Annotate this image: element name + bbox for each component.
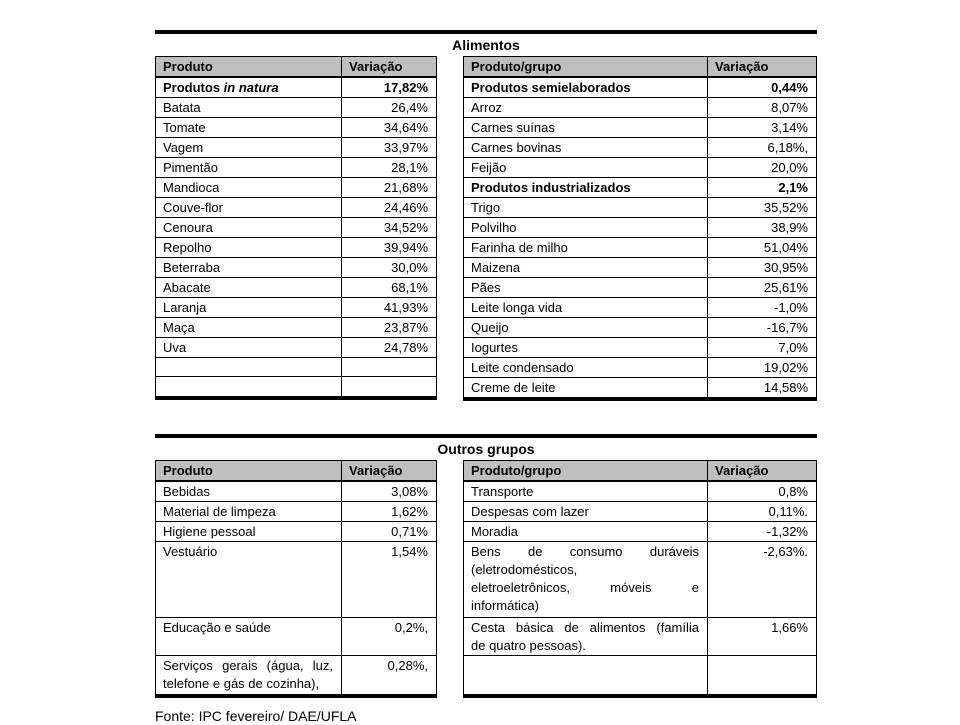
table-row [463, 178, 817, 198]
value-cell: 28,1% [342, 158, 437, 177]
product-cell [155, 542, 342, 617]
value-cell: 25,61% [708, 278, 817, 297]
product-label: Material de limpeza [163, 504, 276, 519]
table-row [463, 502, 817, 522]
header-cell-variation: Variação [342, 461, 437, 480]
header-cell-variation: Variação [342, 57, 437, 76]
product-cell [463, 358, 708, 377]
table-row [463, 238, 817, 258]
product-cell [155, 656, 342, 694]
product-label: Leite condensado [471, 360, 574, 375]
table-row [155, 238, 437, 258]
section-title: Outros grupos [437, 441, 535, 457]
table-row [155, 158, 437, 178]
product-label: Farinha de milho [471, 240, 568, 255]
header-cell-product: Produto/grupo [463, 461, 708, 480]
header-cell-product: Produto [155, 461, 342, 480]
value-cell: 3,14% [708, 118, 817, 137]
product-cell [463, 78, 708, 97]
product-cell [463, 502, 708, 521]
product-cell [463, 218, 708, 237]
product-cell [155, 258, 342, 277]
product-label: Pães [471, 280, 501, 295]
product-label: Creme de leite [471, 380, 556, 395]
value-cell: 14,58% [708, 378, 817, 397]
value-cell: 20,0% [708, 158, 817, 177]
value-cell: 0,44% [708, 78, 817, 97]
table-row [463, 258, 817, 278]
value-cell: 24,78% [342, 338, 437, 357]
product-cell [155, 318, 342, 337]
product-cell [463, 318, 708, 337]
value-cell: 51,04% [708, 238, 817, 257]
table-row [155, 482, 437, 502]
product-cell [155, 482, 342, 501]
table-row [155, 318, 437, 338]
value-cell: 21,68% [342, 178, 437, 197]
value-cell: 24,46% [342, 198, 437, 217]
value-cell: 8,07% [708, 98, 817, 117]
table-row [155, 138, 437, 158]
table-row [463, 358, 817, 378]
header-cell-product: Produto/grupo [463, 57, 708, 76]
product-label: Repolho [163, 240, 212, 255]
product-cell [463, 278, 708, 297]
value-cell: 34,64% [342, 118, 437, 137]
product-label: Arroz [471, 100, 503, 115]
product-label: Tomate [163, 120, 206, 135]
table-row [463, 482, 817, 502]
product-cell [155, 298, 342, 317]
product-cell [463, 298, 708, 317]
product-label: Abacate [163, 280, 211, 295]
product-cell [463, 118, 708, 137]
product-label: Moradia [471, 524, 518, 539]
product-cell [155, 218, 342, 237]
table-row [155, 178, 437, 198]
table-row [155, 118, 437, 138]
table-row [155, 198, 437, 218]
product-label: Queijo [471, 320, 509, 335]
table-row [463, 138, 817, 158]
product-cell [155, 238, 342, 257]
table-products [155, 460, 437, 698]
header-cell-product: Produto [155, 57, 342, 76]
value-cell: 17,82% [342, 78, 437, 97]
value-cell: 0,2%, [342, 618, 437, 655]
table-header-row [155, 56, 437, 78]
table-row [463, 78, 817, 98]
table-row [463, 298, 817, 318]
product-label: Produtos semielaborados [471, 80, 631, 95]
table-row [463, 198, 817, 218]
product-line: (eletrodomésticos, [471, 562, 578, 577]
product-cell [463, 178, 708, 197]
table-header-row [463, 460, 817, 482]
product-cell [155, 138, 342, 157]
table-row [155, 522, 437, 542]
product-label: Feijão [471, 160, 507, 175]
table-row [463, 656, 817, 694]
value-cell: 1,66% [708, 618, 817, 655]
product-cell [155, 522, 342, 541]
table-row [155, 656, 437, 694]
product-cell [463, 98, 708, 117]
product-cell [155, 618, 342, 655]
product-cell [155, 178, 342, 197]
product-label: Beterraba [163, 260, 221, 275]
table-row [155, 502, 437, 522]
table-row [155, 298, 437, 318]
value-cell: 34,52% [342, 218, 437, 237]
table-row [155, 98, 437, 118]
value-cell: 3,08% [342, 482, 437, 501]
value-cell: 1,62% [342, 502, 437, 521]
table-product-groups [463, 460, 817, 698]
product-cell [155, 358, 342, 376]
value-cell: 7,0% [708, 338, 817, 357]
product-label: Produtos industrializados [471, 180, 631, 195]
product-cell [155, 158, 342, 177]
value-cell: 35,52% [708, 198, 817, 217]
product-label: Carnes suínas [471, 120, 555, 135]
table-row [155, 358, 437, 377]
product-cell [463, 378, 708, 397]
product-cell [463, 542, 708, 617]
value-cell: 2,1% [708, 178, 817, 197]
product-label: Despesas com lazer [471, 504, 589, 519]
value-cell: 30,0% [342, 258, 437, 277]
product-cell [463, 238, 708, 257]
product-label: Leite longa vida [471, 300, 563, 315]
product-cell [155, 502, 342, 521]
product-cell [463, 656, 708, 694]
value-cell: -2,63%. [708, 542, 817, 617]
value-cell: 41,93% [342, 298, 437, 317]
product-cell [463, 618, 708, 655]
value-cell: 0,11%. [708, 502, 817, 521]
value-cell [342, 377, 437, 396]
table-row [463, 278, 817, 298]
value-cell: -1,32% [708, 522, 817, 541]
table-row [155, 377, 437, 396]
product-label: Iogurtes [471, 340, 518, 355]
table-row [155, 618, 437, 656]
table-row [463, 378, 817, 397]
table-row [463, 158, 817, 178]
product-label: Maizena [471, 260, 521, 275]
product-cell [155, 377, 342, 396]
product-label: Uva [163, 340, 187, 355]
product-label: Educação e saúde [163, 620, 271, 635]
value-cell: -1,0% [708, 298, 817, 317]
value-cell: 6,18%, [708, 138, 817, 157]
table-row [155, 542, 437, 618]
value-cell: 38,9% [708, 218, 817, 237]
value-cell: 39,94% [342, 238, 437, 257]
product-label: Laranja [163, 300, 207, 315]
product-cell [155, 338, 342, 357]
table-row [463, 218, 817, 238]
product-cell [463, 338, 708, 357]
product-label: Couve-flor [163, 200, 223, 215]
section-outros-grupos [155, 434, 817, 698]
value-cell: 33,97% [342, 138, 437, 157]
product-label: Cenoura [163, 220, 213, 235]
product-label: Transporte [471, 484, 534, 499]
product-label: Polvilho [471, 220, 517, 235]
value-cell: 26,4% [342, 98, 437, 117]
table-row [463, 118, 817, 138]
product-line: eletroeletrônicos, móveis e [471, 580, 699, 595]
source-note: Fonte: IPC fevereiro/ DAE/UFLA [155, 708, 357, 724]
table-products [155, 56, 437, 400]
section-title: Alimentos [452, 37, 520, 53]
table-product-groups [463, 56, 817, 401]
table-row [155, 218, 437, 238]
product-cell [155, 78, 342, 97]
table-row [155, 338, 437, 358]
table-row [463, 522, 817, 542]
value-cell: 1,54% [342, 542, 437, 617]
product-line: Cesta básica de alimentos (família [471, 620, 699, 635]
table-header-row [463, 56, 817, 78]
product-cell [155, 198, 342, 217]
product-cell [463, 258, 708, 277]
product-label: Pimentão [163, 160, 218, 175]
value-cell [342, 358, 437, 376]
product-label: Batata [163, 100, 201, 115]
value-cell: 0,28%, [342, 656, 437, 694]
document-content [155, 30, 817, 725]
table-row [463, 618, 817, 656]
product-cell [155, 278, 342, 297]
section-alimentos [155, 30, 817, 401]
value-cell [708, 656, 817, 694]
value-cell: 68,1% [342, 278, 437, 297]
product-cell [463, 482, 708, 501]
value-cell: 30,95% [708, 258, 817, 277]
table-row [463, 318, 817, 338]
product-label: Vestuário [163, 544, 218, 559]
product-label: Mandioca [163, 180, 220, 195]
table-row [463, 542, 817, 618]
product-line: Bens de consumo duráveis [471, 544, 699, 559]
table-row [155, 278, 437, 298]
sections-container [155, 30, 817, 698]
product-label: Bebidas [163, 484, 210, 499]
product-label: Vagem [163, 140, 204, 155]
value-cell: 0,71% [342, 522, 437, 541]
product-cell [463, 138, 708, 157]
table-row [155, 258, 437, 278]
product-label: Produtos [163, 80, 224, 95]
product-cell [463, 158, 708, 177]
tables-row [155, 460, 817, 698]
tables-row [155, 56, 817, 401]
product-line: de quatro pessoas). [471, 638, 586, 653]
product-cell [155, 118, 342, 137]
table-row [463, 338, 817, 358]
table-row [463, 98, 817, 118]
product-line: telefone e gás de cozinha), [163, 676, 320, 691]
value-cell: 0,8% [708, 482, 817, 501]
product-cell [463, 198, 708, 217]
value-cell: -16,7% [708, 318, 817, 337]
product-label-italic: in natura [223, 80, 279, 95]
product-line: Serviços gerais (água, luz, [163, 658, 333, 673]
product-label: Maça [163, 320, 195, 335]
product-line: informática) [471, 598, 539, 613]
header-cell-variation: Variação [708, 461, 817, 480]
value-cell: 23,87% [342, 318, 437, 337]
product-label: Trigo [471, 200, 501, 215]
table-header-row [155, 460, 437, 482]
product-label: Carnes bovinas [471, 140, 562, 155]
product-label: Higiene pessoal [163, 524, 256, 539]
header-cell-variation: Variação [708, 57, 817, 76]
product-cell [463, 522, 708, 541]
table-row [155, 78, 437, 98]
value-cell: 19,02% [708, 358, 817, 377]
product-cell [155, 98, 342, 117]
